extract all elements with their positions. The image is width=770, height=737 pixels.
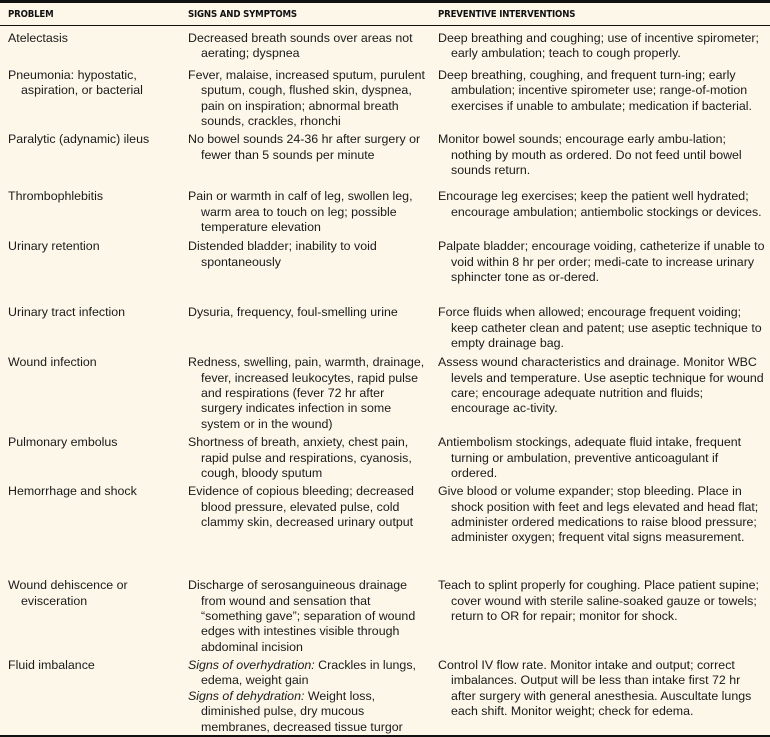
- table-body: [0, 26, 770, 736]
- problem-cell: [0, 236, 188, 302]
- problem-cell: [0, 352, 188, 432]
- signs-cell: [188, 302, 438, 352]
- interventions-text: Force fluids when allowed; encourage frequent voiding; keep catheter clean and patent; use aseptic technique to empty drainage bag.: [438, 305, 762, 351]
- problem-text: Paralytic (adynamic) ileus: [8, 132, 150, 147]
- interventions-cell: [438, 432, 770, 481]
- interventions-text: Antiembolism stockings, adequate fluid intake, frequent turning or ambulation, preventive anticoagulant if ordered.: [438, 435, 742, 481]
- overhydration-text: Crackles in lungs, edema, weight gain: [201, 658, 416, 688]
- problem-text: Atelectasis: [8, 31, 68, 45]
- table-row: [0, 26, 770, 66]
- signs-cell: [188, 26, 438, 66]
- signs-cell: [188, 352, 438, 432]
- interventions-cell: [438, 236, 770, 302]
- signs-text: Distended bladder; inability to void spontaneously: [188, 239, 377, 269]
- interventions-cell: [438, 129, 770, 186]
- table-row: [0, 432, 770, 481]
- signs-text: Evidence of copious bleeding; decreased blood pressure, elevated pulse, cold clammy skin, decreased urinary output: [188, 484, 414, 530]
- signs-text: Fever, malaise, increased sputum, purulent sputum, cough, flushed skin, dyspnea, pain on inspiration; abnormal breath sounds, crackles, rhonchi: [188, 68, 425, 129]
- interventions-text: Encourage leg exercises; keep the patient well hydrated; encourage ambulation; antiembolic stockings or devices.: [438, 189, 762, 219]
- problem-cell: [0, 655, 188, 736]
- interventions-cell: [438, 352, 770, 432]
- problem-text: Wound infection: [8, 355, 97, 370]
- problem-cell: [0, 65, 188, 129]
- signs-text: No bowel sounds 24-36 hr after surgery or fewer than 5 sounds per minute: [188, 132, 421, 162]
- interventions-text: Give blood or volume expander; stop bleeding. Place in shock position with feet and legs elevated and head flat; administer ordered medications to raise blood pressure; administer oxygen; frequent vital signs measurement.: [438, 484, 759, 545]
- header-interventions-label: PREVENTIVE INTERVENTIONS: [438, 8, 576, 20]
- problem-text: Hemorrhage and shock: [8, 484, 137, 499]
- overhydration-label: Signs of overhydration:: [188, 658, 315, 673]
- table-row: [0, 352, 770, 432]
- problem-cell: [0, 302, 188, 352]
- problem-text: Urinary tract infection: [8, 305, 126, 320]
- table-row: [0, 575, 770, 655]
- table-row: [0, 129, 770, 186]
- interventions-cell: [438, 65, 770, 129]
- signs-cell: [188, 481, 438, 575]
- header-signs-label: SIGNS AND SYMPTOMS: [188, 8, 297, 20]
- signs-cell: [188, 186, 438, 236]
- signs-cell: [188, 236, 438, 302]
- signs-text: Decreased breath sounds over areas not aerating; dyspnea: [188, 31, 413, 61]
- signs-cell: [188, 65, 438, 129]
- problem-text: Wound dehiscence or evisceration: [8, 578, 128, 608]
- problem-text: Pneumonia: hypostatic, aspiration, or bacterial: [8, 68, 143, 98]
- table-row: [0, 302, 770, 352]
- signs-cell: [188, 575, 438, 655]
- interventions-cell: [438, 655, 770, 736]
- problem-text: Pulmonary embolus: [8, 435, 118, 450]
- dehydration-signs: [188, 689, 437, 735]
- problem-cell: [0, 26, 188, 66]
- signs-text: Redness, swelling, pain, warmth, drainage, fever, increased leukocytes, rapid pulse and respirations (fever 72 hr after surgery indicates infection in some system or in the wound): [188, 355, 425, 431]
- header-preventive-interventions: [438, 2, 770, 26]
- interventions-cell: [438, 302, 770, 352]
- interventions-text: Assess wound characteristics and drainage. Monitor WBC levels and temperature. Use aseptic technique for wound care; encourage adequate nutrition and fluids; encourage ac-tivity.: [438, 355, 764, 416]
- interventions-text: Monitor bowel sounds; encourage early ambu-lation; nothing by mouth as ordered. Do not feed until bowel sounds return.: [438, 132, 742, 178]
- header-signs-and-symptoms: [188, 2, 438, 26]
- header-row: [0, 2, 770, 26]
- signs-text: Shortness of breath, anxiety, chest pain, rapid pulse and respirations, cyanosis, cough, bloody sputum: [188, 435, 412, 481]
- header-problem-label: PROBLEM: [8, 8, 54, 20]
- signs-cell: [188, 432, 438, 481]
- problem-text: Urinary retention: [8, 239, 100, 254]
- table-row: [0, 481, 770, 575]
- problem-cell: [0, 432, 188, 481]
- header-problem: [0, 2, 188, 26]
- interventions-cell: [438, 481, 770, 575]
- table-row: [0, 186, 770, 236]
- dehydration-text: Weight loss, diminished pulse, dry mucous membranes, decreased tissue turgor: [201, 688, 403, 734]
- signs-text: Dysuria, frequency, foul-smelling urine: [188, 305, 398, 320]
- interventions-cell: [438, 186, 770, 236]
- interventions-text: Deep breathing, coughing, and frequent turn-ing; early ambulation; incentive spirometer use; range-of-motion exercises if unable to ambulate; medication if bacterial.: [438, 68, 752, 113]
- overhydration-signs: [188, 658, 437, 689]
- interventions-cell: [438, 575, 770, 655]
- problem-cell: [0, 575, 188, 655]
- problem-text: Thrombophlebitis: [8, 189, 104, 204]
- signs-text: Discharge of serosanguineous drainage from wound and sensation that “something gave”; separation of wound edges with intestines visible through abdominal incision: [188, 578, 416, 654]
- table-header: [0, 2, 770, 26]
- problem-cell: [0, 481, 188, 575]
- problem-text: Fluid imbalance: [8, 658, 95, 673]
- table-row: [0, 65, 770, 129]
- interventions-text: Teach to splint properly for coughing. Place patient supine; cover wound with sterile saline-soaked gauze or towels; return to OR for repair; monitor for shock.: [438, 578, 759, 624]
- interventions-text: Control IV flow rate. Monitor intake and output; correct imbalances. Output will be less than intake first 72 hr after surgery with general anesthesia. Auscultate lungs each shift. Monitor weight; check for edema.: [438, 658, 752, 719]
- interventions-cell: [438, 26, 770, 66]
- table-row: [0, 236, 770, 302]
- signs-text: Pain or warmth in calf of leg, swollen leg, warm area to touch on leg; possible temperature elevation: [188, 189, 413, 235]
- interventions-text: Palpate bladder; encourage voiding, catheterize if unable to void within 8 hr per order; medi-cate to increase urinary sphincter tone as or-dered.: [438, 239, 765, 285]
- table-row: [0, 655, 770, 736]
- signs-cell: [188, 655, 438, 736]
- problem-cell: [0, 186, 188, 236]
- problem-cell: [0, 129, 188, 186]
- signs-cell: [188, 129, 438, 186]
- dehydration-label: Signs of dehydration:: [188, 688, 305, 703]
- interventions-text: Deep breathing and coughing; use of incentive spirometer; early ambulation; teach to cough properly.: [438, 31, 759, 61]
